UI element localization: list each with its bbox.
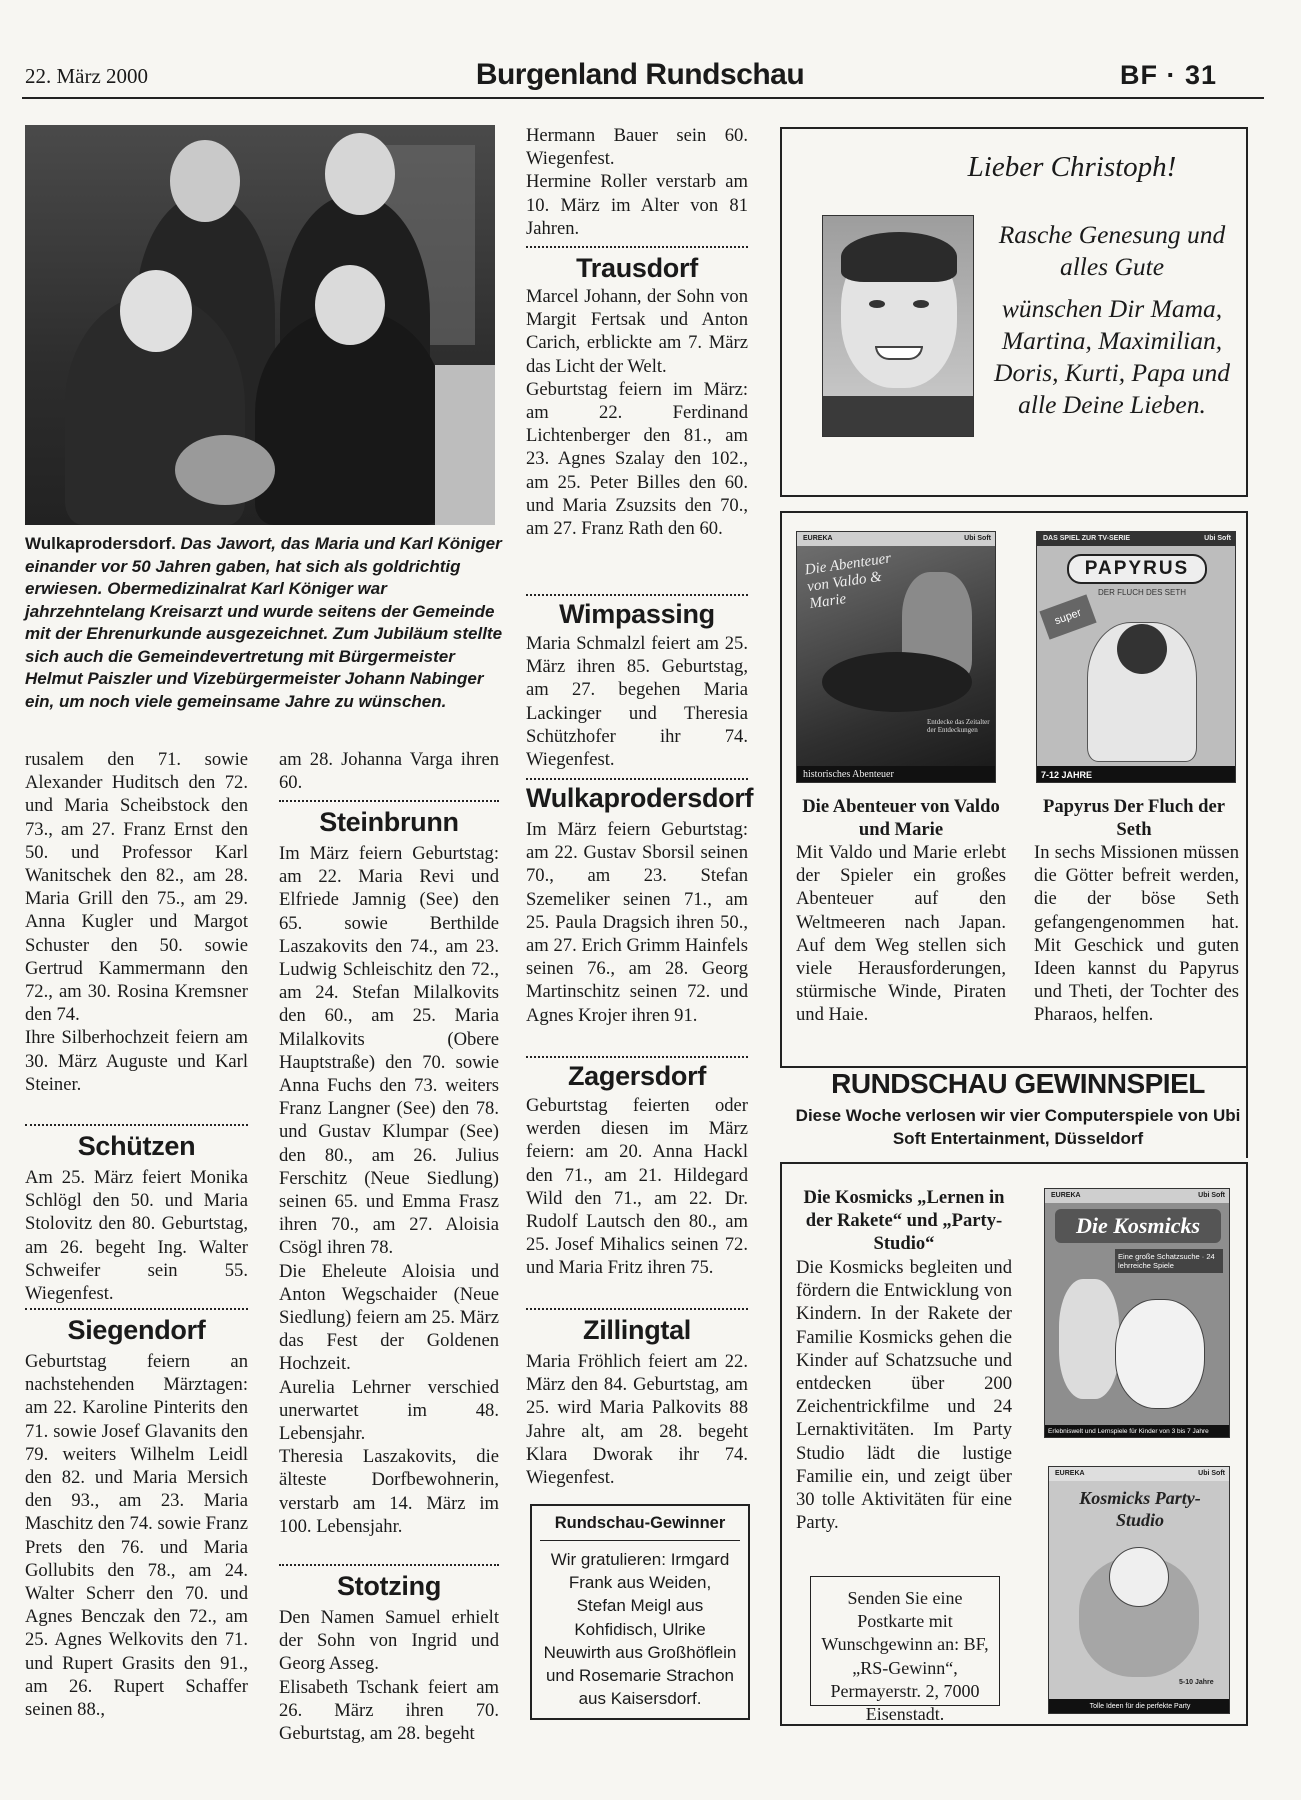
kosmicks2-bottom: Tolle Ideen für die perfekte Party: [1049, 1699, 1230, 1714]
send-box: [810, 1576, 1000, 1725]
col1-text-schuetzen: Am 25. März feiert Monika Schlögl den 50. und Maria Stolovitz den 80. Geburtstag, am 26. begeht Ing. Walter Schweifer sein 55. Wiegenfest.: [25, 1167, 248, 1305]
papyrus-title: Papyrus Der Fluch der Seth: [1043, 796, 1225, 841]
col1-text-top: rusalem den 71. sowie Alexander Huditsch den 72. und Maria Scheibstock den 73., am 27. Franz Ernst den 50. und Professor Karl Wanitschek den 82., am 28. Maria Grill den 75., am 29. Anna Kugler und Margot Schuster den 50. sowie Gertrud Kammermann den 72., am 30. Rosina Kremsner den 74. Ihre Silberhochzeit feiern am 30. März Auguste und Karl Steiner.: [25, 749, 248, 1095]
col1-text-siegendorf: Geburtstag feiern an nachstehenden Märztagen: am 22. Karoline Pinterits den 71. sowie Josef Glavanits den 79. weiters Wilhelm Leidl den 82. und Maria Mersich den 93., am 23. Maria Maschitz den 74. sowie Franz Prets den 76. und Maria Gollubits den 78., am 24. Walter Scherr den 70. und Agnes Benczak den 72., am 25. Agnes Welkovits den 71. und Rupert Grasits den 91., am 26. Rupert Schaffer seinen 88.,: [25, 1351, 248, 1721]
kosmicks1-publisher: EUREKA: [1051, 1192, 1081, 1199]
col3-text-wimpassing: Maria Schmalzl feiert am 25. März ihren 85. Geburtstag, am 27. begehen Maria Lackinger und Theresia Schützhofer ihr 74. Wiegenfest.: [526, 633, 748, 771]
valdo-cover-small: Entdecke das Zeitalter der Entdeckungen: [927, 718, 990, 734]
col2-text-top: am 28. Johanna Varga ihren 60.: [279, 749, 499, 794]
papyrus-cover-badge: super: [1039, 594, 1096, 639]
heading-zagersdorf: Zagersdorf: [567, 1061, 707, 1091]
papyrus-cover-sub: DER FLUCH DES SETH: [1097, 588, 1186, 597]
issue-date: 22. März 2000: [25, 64, 149, 88]
kosmicks1-band: [1045, 1189, 1230, 1203]
col3-text-top: Hermann Bauer sein 60. Wiegenfest. Hermine Roller verstarb am 10. März im Alter von 81 Jahren.: [526, 125, 748, 239]
winner-box-rule: [540, 1540, 740, 1541]
newspaper-title: Burgenland Rundschau: [475, 58, 805, 91]
kosmicks2-age: 5-10 Jahre: [1179, 1679, 1214, 1686]
col2-text-stotzing: Den Namen Samuel erhielt der Sohn von Ingrid und Georg Asseg. Elisabeth Tschank feiert am 26. März ihren 70. Geburtstag, am 28. begeht: [279, 1607, 499, 1745]
col3-text-zagersdorf: Geburtstag feierten oder werden diesen im März feiern: am 20. Anna Hackl den 71., am 21. Hildegard Wild den 71., am 22. Dr. Rudolf Lautsch den 80., am 25. Josef Mihalics seinen 72. und Maria Fritz ihren 75.: [526, 1095, 748, 1279]
couple-photo: [25, 125, 495, 525]
col2-text-steinbrunn: Im März feiern Geburtstag: am 22. Maria Revi und Elfriede Jamnig (See) den 65. sowie Berthilde Laszakovits den 74., am 23. Ludwig Schleischitz den 72., am 24. Stefan Milalkovits den 60., am 25. Maria Milalkovits (Obere Hauptstraße) den 70. sowie Anna Fuchs den 73. weiters Franz Langner (See) den 78. und Gustav Klumpar (See) den 80., am 26. Julius Ferschitz (Neue Siedlung) seinen 65. und Emma Frasz ihren 70., am 27. Aloisia Csögl ihren 78. Die Eheleute Aloisia und Anton Wegschaider (Neue Siedlung) feiern am 25. März das Fest der Goldenen Hochzeit. Aurelia Lehrner verschied unerwartet im 48. Lebensjahr. Theresia Laszakovits, die älteste Dorfbewohnerin, verstarb am 14. März im 100. Lebensjahr.: [279, 843, 499, 1537]
heading-stotzing: Stotzing: [336, 1571, 442, 1601]
kosmicks2-band: [1049, 1467, 1230, 1481]
kosmicks2-logo: Kosmicks Party-Studio: [1079, 1488, 1201, 1530]
kosmicks-cover-1: [1044, 1188, 1230, 1438]
valdo-cover-publisher: EUREKA: [803, 535, 833, 542]
col3-divider-2: [526, 594, 748, 596]
gewinnspiel-right-rule: [1246, 1068, 1248, 1158]
kosmicks1-logo: Die Kosmicks: [1055, 1209, 1221, 1243]
valdo-cover-band-text: historisches Abenteuer: [797, 766, 996, 783]
valdo-cover-brand: Ubi Soft: [964, 535, 991, 542]
kosmicks1-brand: Ubi Soft: [1198, 1192, 1225, 1199]
valdo-cover: [796, 531, 996, 783]
photo-caption: [25, 533, 503, 713]
papyrus-cover-age: 7-12 JAHRE: [1037, 766, 1236, 783]
col3-divider-1: [526, 246, 748, 248]
col3-text-wulkaprodersdorf: Im März feiern Geburtstag: am 22. Gustav Sborsil seinen 70., am 23. Stefan Szemeliker seinen 71., am 25. Paula Dragsich ihren 50., am 27. Erich Grimm Hainfels seinen 76., am 28. Georg Martinschitz seinen 72. und Agnes Krojer ihren 91.: [526, 819, 748, 1026]
papyrus-cover-logo: PAPYRUS: [1067, 554, 1207, 584]
heading-zillingtal: Zillingtal: [583, 1315, 691, 1345]
header-rule: [22, 97, 1264, 99]
kosmicks-text: Die Kosmicks begleiten und fördern die Entwicklung von Kindern. In der Rakete der Familie Kosmicks gehen die Kinder auf Schatzsuche und entdecken über 200 Zeichentrickfilme und 24 Lernaktivitäten. Im Party Studio lädt die lustige Familie ein, und zeigt über 30 tolle Aktivitäten für eine Party.: [796, 1257, 1012, 1534]
heading-siegendorf: Siegendorf: [67, 1315, 206, 1345]
page-label: BF · 31: [1120, 60, 1218, 90]
valdo-cover-title: Die Abenteuer von Valdo & Marie: [803, 550, 893, 613]
greeting-box: [780, 127, 1248, 497]
greeting-line1: Rasche Genesung und alles Gute: [998, 220, 1226, 281]
papyrus-cover: [1036, 531, 1236, 783]
christoph-portrait: [822, 215, 974, 437]
winner-box-title: Rundschau-Gewinner: [554, 1514, 726, 1532]
heading-schuetzen: Schützen: [77, 1131, 196, 1161]
col2-divider-2: [279, 1564, 499, 1566]
heading-steinbrunn: Steinbrunn: [319, 807, 459, 837]
kosmicks-cover-2: [1048, 1466, 1230, 1714]
winner-box-text: Wir gratulieren: Irmgard Frank aus Weiden, Stefan Meigl aus Kohfidisch, Ulrike Neuwirth aus Großhöflein und Rosemarie Strachon aus Kaisersdorf.: [543, 1550, 737, 1709]
valdo-cover-band: [797, 532, 996, 546]
gewinnspiel-sub: Diese Woche verlosen wir vier Computerspiele von Ubi Soft Entertainment, Düsseldorf: [795, 1106, 1241, 1148]
papyrus-cover-band: [1037, 532, 1236, 546]
col3-divider-4: [526, 1056, 748, 1058]
heading-wimpassing: Wimpassing: [559, 599, 715, 629]
games-box-1: [780, 511, 1248, 1068]
gewinnspiel-title: RUNDSCHAU GEWINNSPIEL: [831, 1068, 1205, 1099]
col3-divider-5: [526, 1308, 748, 1310]
kosmicks2-brand: Ubi Soft: [1198, 1470, 1225, 1477]
col1-divider-1: [25, 1124, 248, 1126]
papyrus-cover-brand: Ubi Soft: [1204, 535, 1231, 542]
col3-text-zillingtal: Maria Fröhlich feiert am 22. März den 84. Geburtstag, am 25. wird Maria Palkovits 88 Jahre alt, am 28. begeht Klara Dworak ihr 74. Wiegenfest.: [526, 1351, 748, 1489]
greeting-title: Lieber Christoph!: [967, 151, 1177, 183]
col3-divider-3: [526, 778, 748, 780]
kosmicks2-publisher: EUREKA: [1055, 1470, 1085, 1477]
col2-divider-1: [279, 800, 499, 802]
valdo-text: Mit Valdo und Marie erlebt der Spieler ein großes Abenteuer auf den Weltmeeren nach Japan. Auf dem Weg stellen sich viele Herausforderungen, stürmische Winde, Piraten und Haie.: [796, 842, 1006, 1026]
caption-text: Das Jawort, das Maria und Karl Königer einander vor 50 Jahren gaben, hat sich als goldrichtig erwiesen. Obermedizinalrat Karl Königer war jahrzehntelang Kreisarzt und wurde seitens der Gemeinde mit der Ehrenurkunde ausgezeichnet. Zum Jubiläum stellte sich auch die Gemeindevertretung mit Bürgermeister Helmut Paiszler und Vizebürgermeister Johann Nabinger ein, um noch viele gemeinsame Jahre zu wünschen.: [25, 534, 503, 711]
papyrus-text: In sechs Missionen müssen die Götter befreit werden, die der böse Seth gefangengenommen hat. Mit Geschick und guten Ideen kannst du Papyrus und Theti, der Tochter des Pharaos, helfen.: [1034, 842, 1239, 1026]
winner-box: [530, 1504, 750, 1720]
heading-trausdorf: Trausdorf: [576, 253, 698, 283]
kosmicks1-sub: Eine große Schatzsuche · 24 lehrreiche Spiele: [1115, 1249, 1223, 1273]
heading-wulkaprodersdorf: Wulkaprodersdorf: [526, 783, 754, 813]
games-box-2: [780, 1162, 1248, 1726]
col3-text-trausdorf: Marcel Johann, der Sohn von Margit Fertsak und Anton Carich, erblickte am 7. März das Licht der Welt. Geburtstag feiern im März: am 22. Ferdinand Lichtenberger den 81., am 23. Agnes Szalay den 102., am 25. Peter Billes den 60. und Maria Zsuzsits den 70., am 27. Franz Rath den 60.: [526, 286, 748, 540]
papyrus-cover-band-text: DAS SPIEL ZUR TV-SERIE: [1043, 535, 1130, 542]
valdo-title: Die Abenteuer von Valdo und Marie: [802, 796, 1000, 841]
kosmicks-title: Die Kosmicks „Lernen in der Rakete“ und „Party-Studio“: [803, 1187, 1005, 1255]
caption-place: Wulkaprodersdorf.: [25, 534, 176, 553]
col1-divider-2: [25, 1308, 248, 1310]
send-text: Senden Sie eine Postkarte mit Wunschgewinn an: BF, „RS-Gewinn“, Permayerstr. 2, 7000 Eisenstadt.: [821, 1588, 989, 1725]
greeting-line2: wünschen Dir Mama, Martina, Maximilian, Doris, Kurti, Papa und alle Deine Lieben.: [994, 294, 1230, 419]
kosmicks1-bottom: Erlebniswelt und Lernspiele für Kinder von 3 bis 7 Jahre: [1045, 1425, 1230, 1438]
